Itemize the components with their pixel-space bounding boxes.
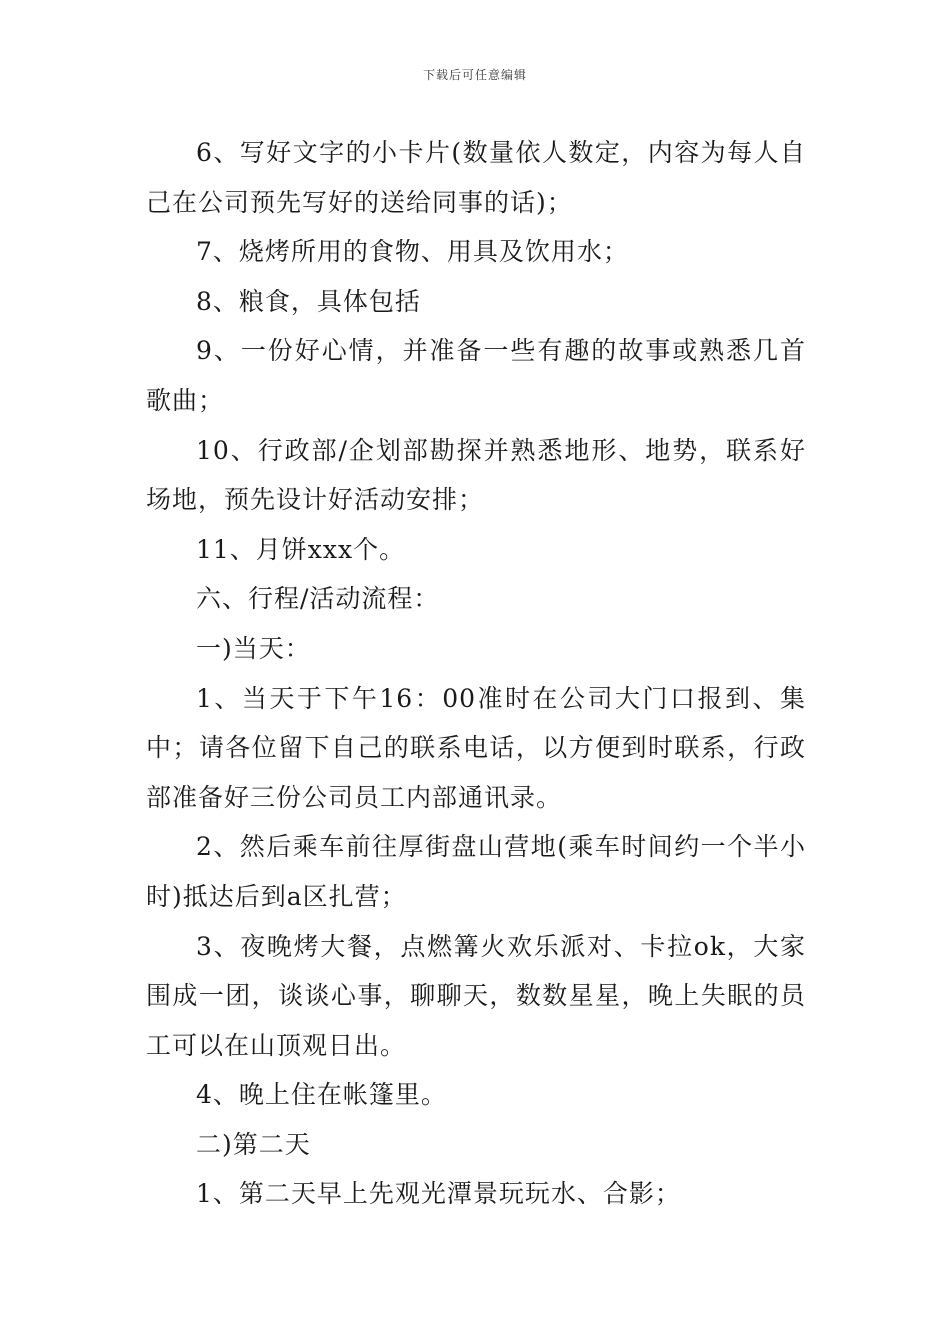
day-one-item-3: 3、夜晚烤大餐，点燃篝火欢乐派对、卡拉ok，大家围成一团，谈谈心事，聊聊天，数数星星，晚上失眠的员工可以在山顶观日出。 [146,931,806,1060]
day-one-item-1: 1、当天于下午16：00准时在公司大门口报到、集中；请各位留下自己的联系电话，以方便到时联系，行政部准备好三份公司员工内部通讯录。 [146,683,806,812]
document-body [146,128,806,1219]
paragraph-item-8: 8、粮食，具体包括 [196,286,421,316]
paragraph-item-6: 6、写好文字的小卡片(数量依人数定，内容为每人自己在公司预先写好的送给同事的话)； [146,138,806,217]
paragraph-item-7: 7、烧烤所用的食物、用具及饮用水； [196,237,629,267]
subsection-heading-day-two: 二)第二天 [196,1129,311,1159]
day-one-item-2: 2、然后乘车前往厚街盘山营地(乘车时间约一个半小时)抵达后到a区扎营； [146,832,806,911]
day-one-item-4: 4、晚上住在帐篷里。 [196,1080,447,1110]
paragraph-item-10: 10、行政部/企划部勘探并熟悉地形、地势，联系好场地，预先设计好活动安排； [146,435,806,515]
day-two-item-1: 1、第二天早上先观光潭景玩玩水、合影； [196,1179,681,1209]
page-header: 下载后可任意编辑 [422,68,527,82]
subsection-heading-day-one: 一)当天： [196,633,311,663]
paragraph-item-9: 9、一份好心情，并准备一些有趣的故事或熟悉几首歌曲； [146,336,806,415]
paragraph-item-11: 11、月饼xxx个。 [196,534,406,564]
section-heading-schedule: 六、行程/活动流程： [196,584,440,614]
